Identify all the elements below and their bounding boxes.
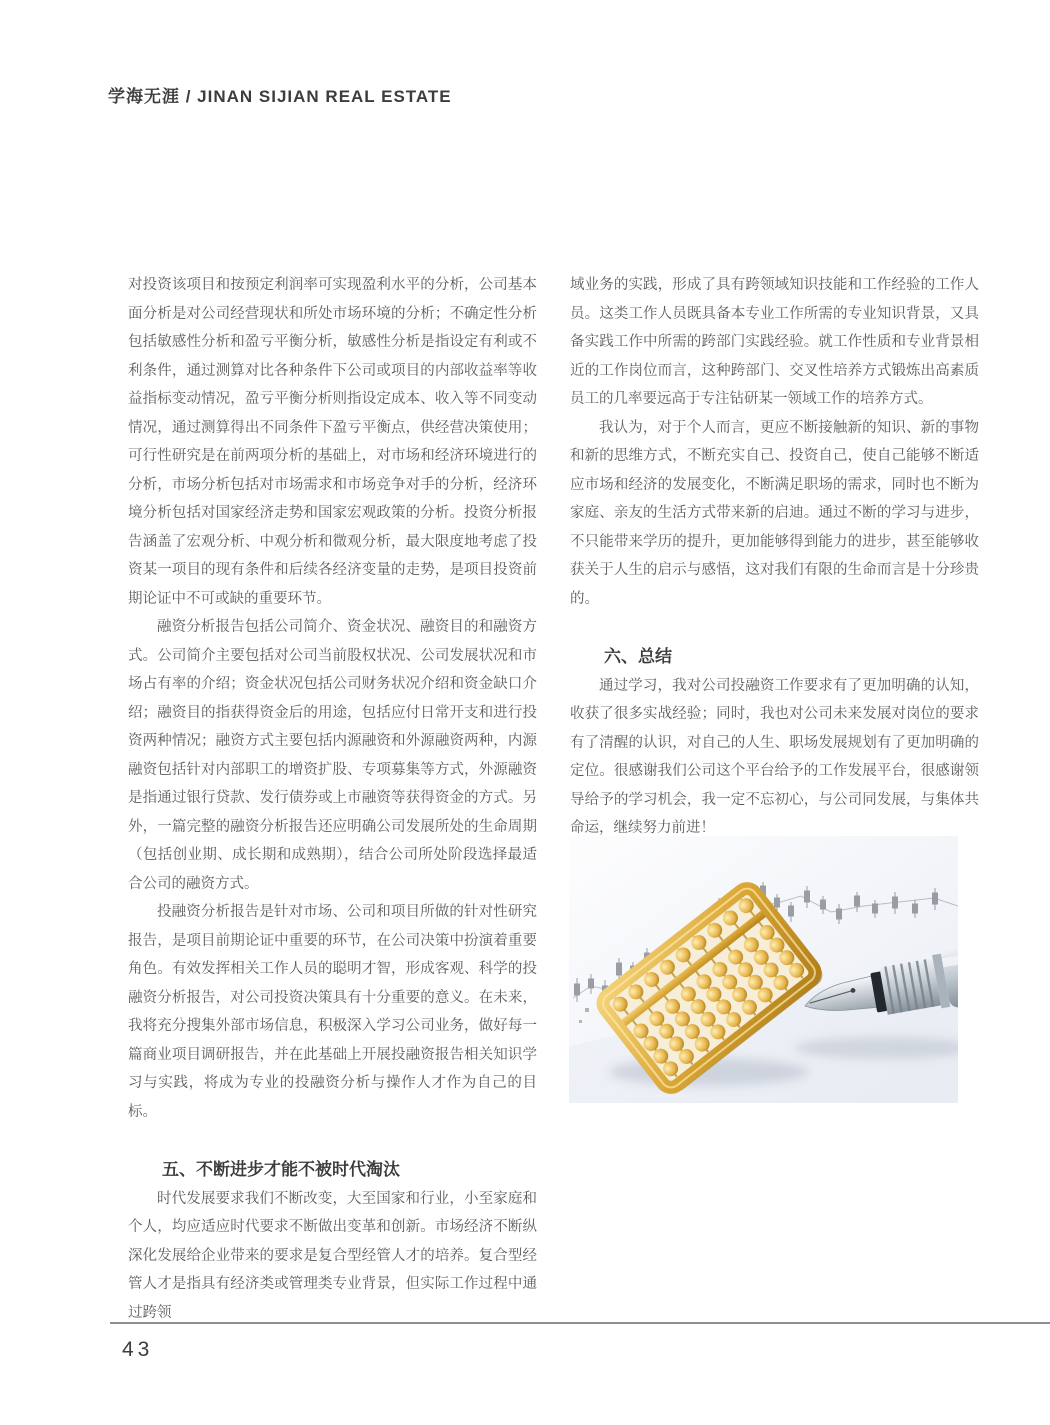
section-heading-5: 五、不断进步才能不被时代淘汰 (162, 1160, 400, 1179)
paragraph: 投融资分析报告是针对市场、公司和项目所做的针对性研究报告，是项目前期论证中重要的环节，在公司决策中扮演着重要角色。有效发挥相关工作人员的聪明才智，形成客观、科学的投融资分析报告，对公司投资决策具有十分重要的意义。在未来，我将充分搜集外部市场信息，积极深入学习公司业务，做好每一篇商业项目调研报告，并在此基础上开展投融资报告相关知识学习与实践，将成为专业的投融资分析与操作人才作为自己的目标。 (128, 904, 537, 1120)
paragraph: 域业务的实践，形成了具有跨领域知识技能和工作经验的工作人员。这类工作人员既具备本专业工作所需的专业知识背景，又具备实践工作中所需的跨部门实践经验。就工作性质和专业背景相近的工作岗位而言，这种跨部门、交叉性培养方式锻炼出高素质员工的几率要远高于专注钻研某一领域工作的培养方式。 (570, 277, 979, 407)
abacus-pen-illustration (569, 836, 958, 1103)
paragraph: 融资分析报告包括公司简介、资金状况、融资目的和融资方式。公司简介主要包括对公司当前股权状况、公司发展状况和市场占有率的介绍；资金状况包括公司财务状况介绍和资金缺口介绍；融资目的指获得资金后的用途，包括应付日常开支和进行投资两种情况；融资方式主要包括内源融资和外源融资两种，内源融资包括针对内部职工的增资扩股、专项募集等方式，外源融资是指通过银行贷款、发行债券或上市融资等获得资金的方式。另外，一篇完整的融资分析报告还应明确公司发展所处的生命周期（包括创业期、成长期和成熟期），结合公司所处阶段选择最适合公司的融资方式。 (128, 619, 537, 892)
paragraph: 时代发展要求我们不断改变，大至国家和行业，小至家庭和个人，均应适应时代要求不断做出变革和创新。市场经济不断纵深化发展给企业带来的要求是复合型经管人才的培养。复合型经管人才是指具有经济类或管理类专业背景，但实际工作过程中通过跨领 (128, 1190, 537, 1321)
footer-divider (110, 1322, 1050, 1324)
abacus-pen-photo (569, 836, 958, 1103)
paragraph: 我认为，对于个人而言，更应不断接触新的知识、新的事物和新的思维方式，不断充实自己、投资自己，使自己能够不断适应市场和经济的发展变化，不断满足职场的需求，同时也不断为家庭、亲友的生活方式带来新的启迪。通过不断的学习与进步，不只能带来学历的提升，更加能够得到能力的进步，甚至能够收获关于人生的启示与感悟，这对我们有限的生命而言是十分珍贵的。 (570, 419, 979, 607)
paragraph: 通过学习，我对公司投融资工作要求有了更加明确的认知，收获了很多实战经验；同时，我也对公司未来发展对岗位的要求有了清醒的认识，对自己的人生、职场发展规划有了更加明确的定位。很感谢我们公司这个平台给予的工作发展平台，很感谢领导给予的学习机会，我一定不忘初心，与公司同发展，与集体共命运，继续努力前进！ (570, 677, 979, 836)
page-masthead: 学海无涯 / JINAN SIJIAN REAL ESTATE (108, 87, 452, 106)
right-text-column (570, 271, 979, 843)
section-heading-6: 六、总结 (604, 647, 672, 666)
paragraph: 对投资该项目和按预定利润率可实现盈利水平的分析，公司基本面分析是对公司经营现状和所处市场环境的分析；不确定性分析包括敏感性分析和盈亏平衡分析，敏感性分析是指设定有利或不利条件，通过测算对比各种条件下公司或项目的内部收益率等收益指标变动情况，盈亏平衡分析则指设定成本、收入等不同变动情况，通过测算得出不同条件下盈亏平衡点，供经营决策使用；可行性研究是在前两项分析的基础上，对市场和经济环境进行的分析，市场分析包括对市场需求和市场竞争对手的分析，经济环境分析包括对国家经济走势和国家宏观政策的分析。投资分析报告涵盖了宏观分析、中观分析和微观分析，最大限度地考虑了投资某一项目的现有条件和后续各经济变量的走势，是项目投资前期论证中不可或缺的重要环节。 (128, 277, 537, 607)
page-number: 43 (122, 1338, 154, 1361)
left-text-column (128, 271, 537, 1327)
